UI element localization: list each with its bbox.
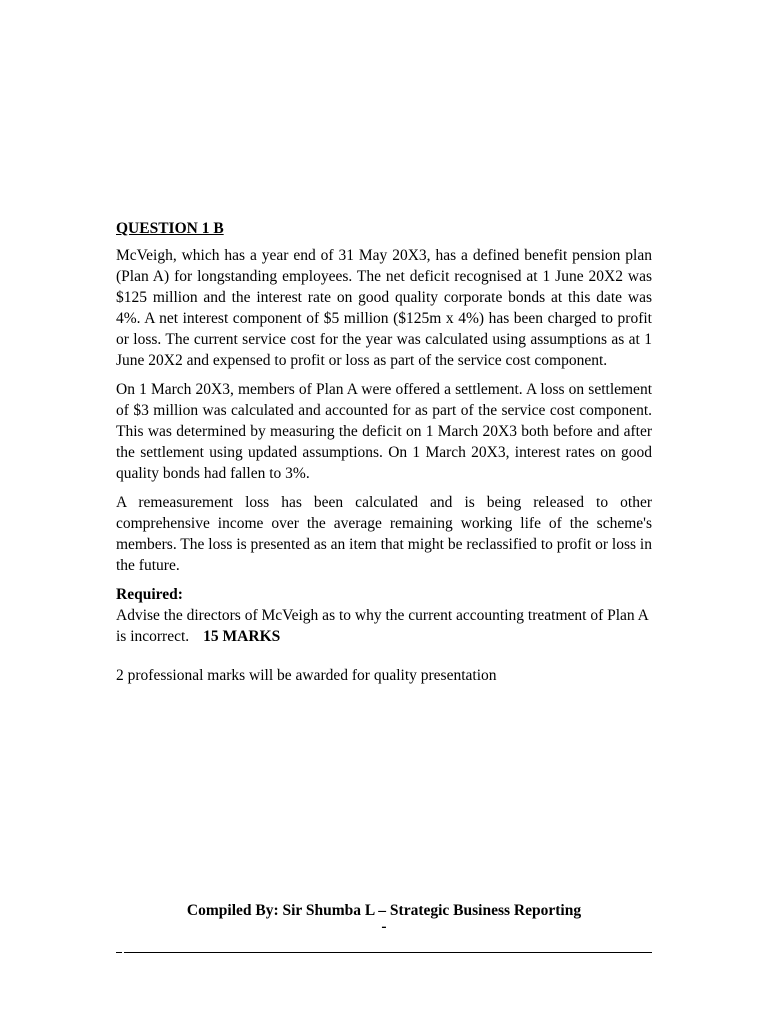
footer-dash: - — [381, 918, 387, 935]
professional-marks-note: 2 professional marks will be awarded for quality presentation — [116, 667, 497, 684]
required-instruction — [116, 605, 652, 647]
footer-compiled-by: Compiled By: Sir Shumba L – Strategic Business Reporting — [186, 902, 582, 919]
paragraph-settlement: On 1 March 20X3, members of Plan A were offered a settlement. A loss on settlement of $3 million was calculated and accounted for as part of the service cost component. This was determined by measuring the deficit on 1 March 20X3 both before and after the settlement using updated assumptions. On 1 March 20X3, interest rates on good quality bonds had fallen to 3%. — [116, 381, 652, 482]
question-heading: QUESTION 1 B — [116, 220, 224, 237]
required-label: Required: — [116, 586, 183, 603]
paragraph-remeasurement: A remeasurement loss has been calculated and is being released to other comprehensive income over the average remaining working life of the scheme's members. The loss is presented as an item that might be reclassified to profit or loss in the future. — [116, 494, 652, 574]
paragraph-plan-details: McVeigh, which has a year end of 31 May 20X3, has a defined benefit pension plan (Plan A) for longstanding employees. The net deficit recognised at 1 June 20X2 was $125 million and the interest rate on good quality corporate bonds at this date was 4%. A net interest component of $5 million ($125m x 4%) has been charged to profit or loss. The current service cost for the year was calculated using assumptions as at 1 June 20X2 and expensed to profit or loss as part of the service cost component. — [116, 247, 652, 369]
marks-label: 15 MARKS — [203, 628, 281, 645]
footer-rule — [124, 952, 652, 953]
footer-rule-tick — [116, 952, 122, 953]
required-text: Advise the directors of McVeigh as to why the current accounting treatment of Plan A is incorrect. — [116, 607, 649, 645]
page-footer — [116, 902, 652, 934]
question-section — [116, 219, 652, 686]
